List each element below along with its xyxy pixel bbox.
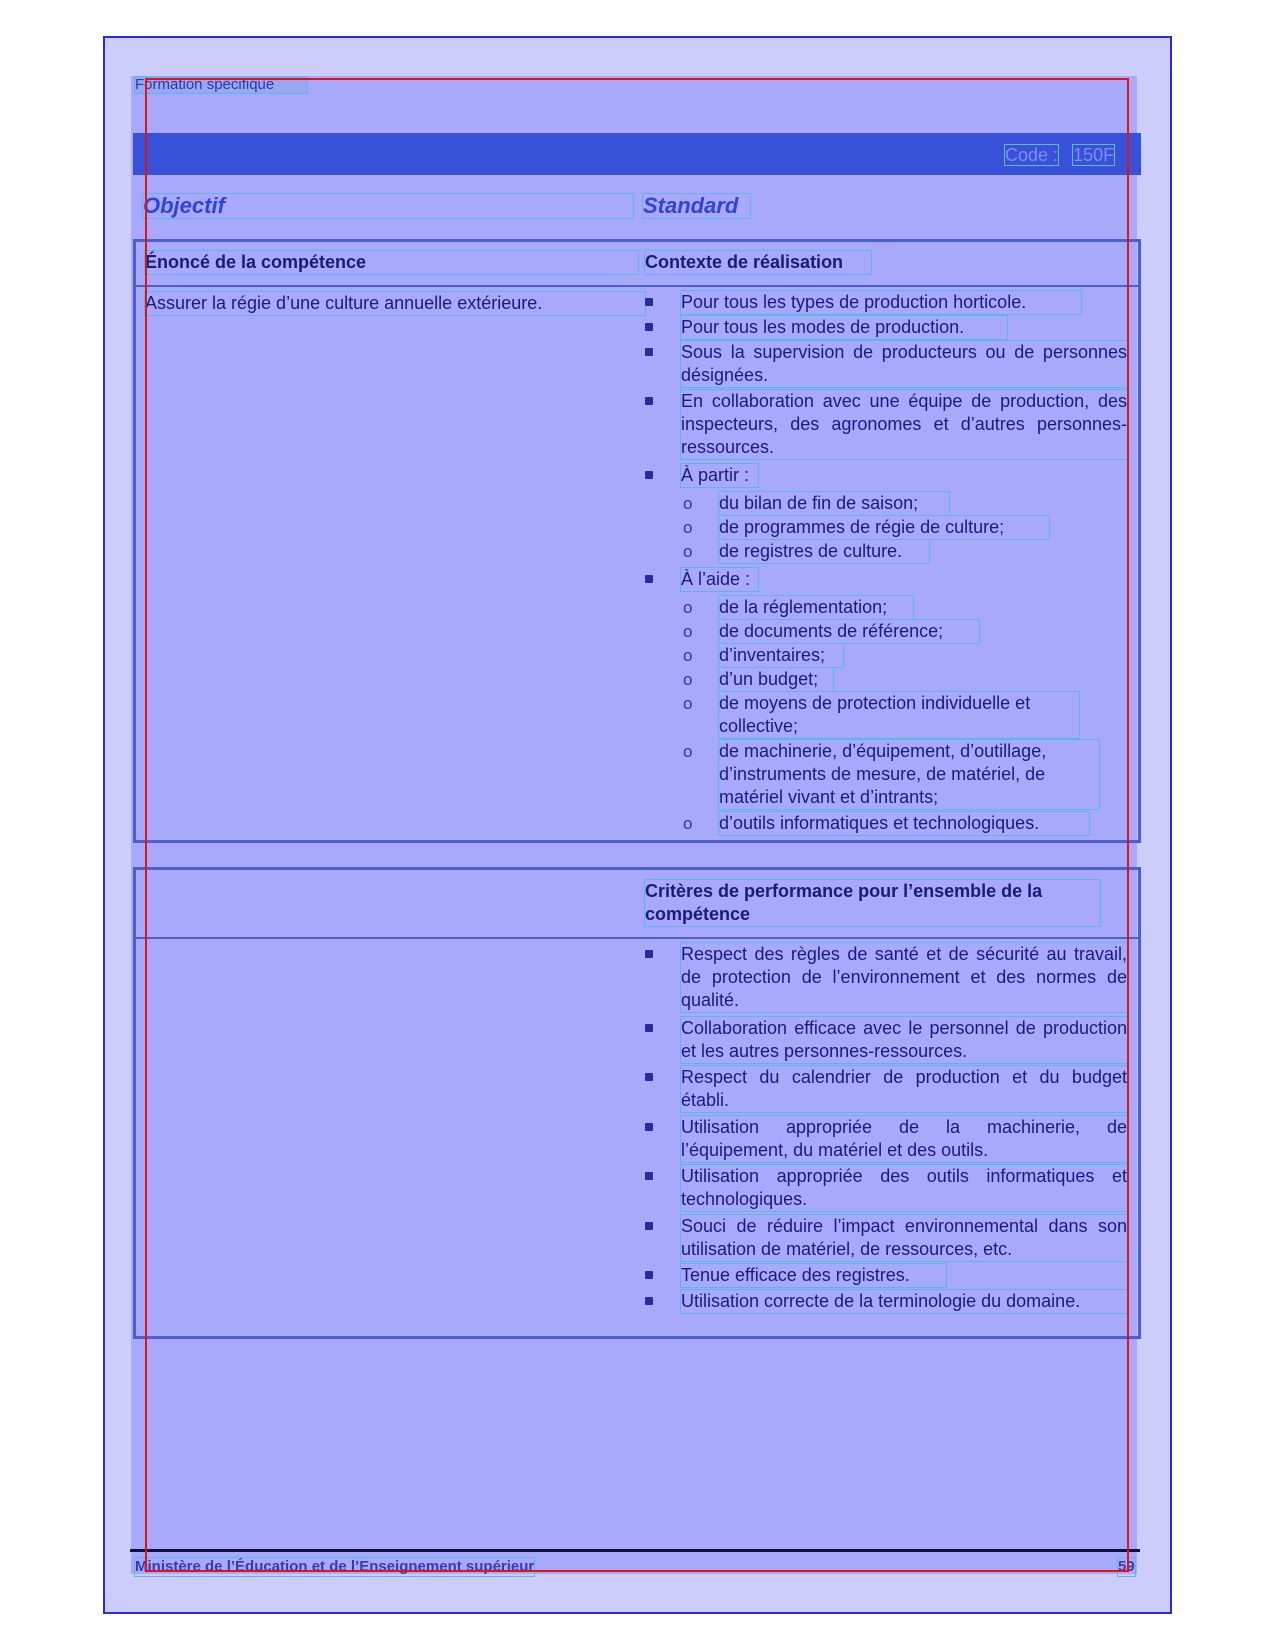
a-laide-item: de moyens de protection individuelle et collective; xyxy=(719,692,1079,738)
bullet-marker xyxy=(645,1123,653,1131)
heading-objective: Objectif xyxy=(143,194,633,218)
a-laide-item: de machinerie, d’équipement, d’outillage, d’instruments de mesure, de matériel, de matériel vivant et d’intrants; xyxy=(719,740,1099,809)
context-item: Sous la supervision de producteurs ou de personnes désignées. xyxy=(681,342,1127,385)
sub-bullet-marker: o xyxy=(683,742,693,761)
a-partir-item: de programmes de régie de culture; xyxy=(719,516,1049,539)
bullet-marker xyxy=(645,298,653,306)
code-label: Code : xyxy=(1005,145,1059,165)
code-banner xyxy=(133,133,1141,175)
a-partir-item: du bilan de fin de saison; xyxy=(719,492,949,515)
page-number: 59 xyxy=(1118,1558,1135,1575)
heading-standard: Standard xyxy=(643,194,750,218)
bullet-marker xyxy=(645,1024,653,1032)
sub-bullet-marker: o xyxy=(683,494,693,513)
sub-bullet-marker: o xyxy=(683,670,693,689)
sub-bullet-marker: o xyxy=(683,598,693,617)
a-laide-item: de la réglementation; xyxy=(719,596,913,619)
context-item: Pour tous les modes de production. xyxy=(681,316,1007,339)
performance-item: Utilisation appropriée des outils informatiques et technologiques. xyxy=(681,1166,1127,1209)
bullet-marker xyxy=(645,348,653,356)
performance-item: Tenue efficace des registres. xyxy=(681,1264,946,1287)
bullet-marker xyxy=(645,471,653,479)
bullet-marker xyxy=(645,323,653,331)
performance-header: Critères de performance pour l’ensemble de la compétence xyxy=(645,880,1100,926)
performance-item: Utilisation appropriée de la machinerie, de l’équipement, du matériel et des outils. xyxy=(681,1117,1127,1160)
footer-ministry: Ministère de l’Éducation et de l’Enseignement supérieur xyxy=(135,1558,535,1575)
sub-bullet-marker: o xyxy=(683,814,693,833)
section-label: Formation spécifique xyxy=(135,77,307,93)
sub-bullet-marker: o xyxy=(683,622,693,641)
context-item: Pour tous les types de production horticole. xyxy=(681,291,1081,314)
sub-bullet-marker: o xyxy=(683,542,693,561)
context-item: À partir : xyxy=(681,464,758,487)
bullet-marker xyxy=(645,575,653,583)
context-item: À l’aide : xyxy=(681,568,758,591)
competence-header: Énoncé de la compétence xyxy=(145,251,638,274)
footer-rule xyxy=(130,1549,1140,1552)
performance-item: Respect du calendrier de production et du budget établi. xyxy=(681,1067,1127,1110)
a-laide-item: d’outils informatiques et technologiques. xyxy=(719,812,1089,835)
context-item: En collaboration avec une équipe de production, des inspecteurs, des agronomes et d’autres personnes-ressources. xyxy=(681,391,1127,457)
bullet-marker xyxy=(645,1297,653,1305)
context-header: Contexte de réalisation xyxy=(645,251,871,274)
a-laide-item: d’inventaires; xyxy=(719,644,843,667)
competence-statement: Assurer la régie d’une culture annuelle extérieure. xyxy=(145,292,645,315)
bullet-marker xyxy=(645,1172,653,1180)
a-laide-item: d’un budget; xyxy=(719,668,833,691)
a-laide-item: de documents de référence; xyxy=(719,620,979,643)
performance-item: Utilisation correcte de la terminologie du domaine. xyxy=(681,1290,1127,1313)
sub-bullet-marker: o xyxy=(683,646,693,665)
sub-bullet-marker: o xyxy=(683,518,693,537)
bullet-marker xyxy=(645,950,653,958)
code-value: 150F xyxy=(1073,145,1115,165)
table-header-rule xyxy=(136,937,1138,939)
bullet-marker xyxy=(645,1271,653,1279)
bullet-marker xyxy=(645,1073,653,1081)
bullet-marker xyxy=(645,1222,653,1230)
a-partir-item: de registres de culture. xyxy=(719,540,929,563)
code-label-group xyxy=(1005,145,1114,165)
performance-item: Respect des règles de santé et de sécurité au travail, de protection de l’environnement et des normes de qualité. xyxy=(681,944,1127,1010)
performance-item: Collaboration efficace avec le personnel de production et les autres personnes-ressources. xyxy=(681,1018,1127,1061)
sub-bullet-marker: o xyxy=(683,694,693,713)
bullet-marker xyxy=(645,397,653,405)
table-header-rule xyxy=(136,285,1138,287)
performance-item: Souci de réduire l’impact environnemental dans son utilisation de matériel, de ressources, etc. xyxy=(681,1216,1127,1259)
